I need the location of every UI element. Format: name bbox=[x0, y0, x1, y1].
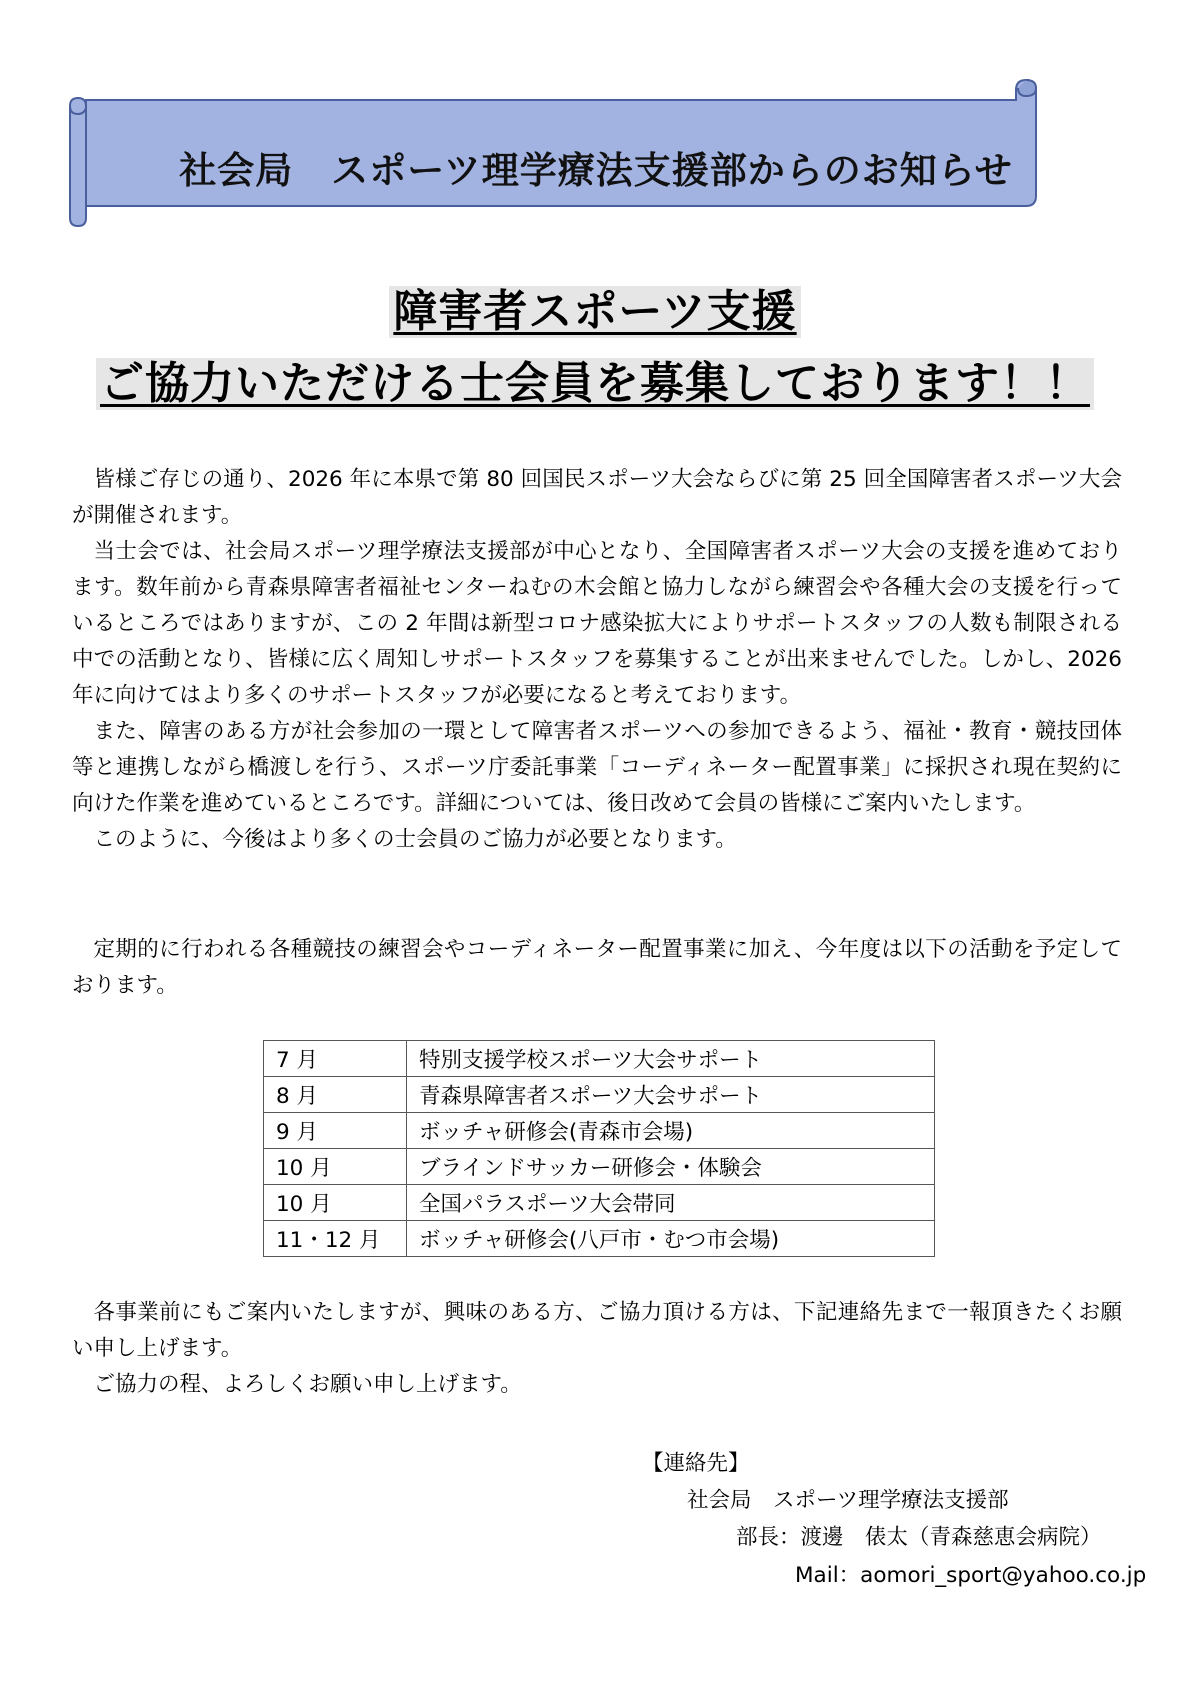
table-row bbox=[264, 1221, 935, 1257]
month-cell: 8 月 bbox=[264, 1077, 407, 1113]
headline-line-1 bbox=[0, 286, 1190, 338]
notice-banner bbox=[68, 78, 1124, 246]
month-cell: 9 月 bbox=[264, 1113, 407, 1149]
intro-paragraph: 皆様ご存じの通り、2026 年に本県で第 80 回国民スポーツ大会ならびに第 25 回全国障害者スポーツ大会が開催されます。 bbox=[72, 467, 1122, 528]
headline-text-1: 障害者スポーツ支援 bbox=[389, 286, 800, 338]
closing-paragraph: ご協力の程、よろしくお願い申し上げます。 bbox=[93, 1372, 522, 1397]
intro-paragraph: 当士会では、社会局スポーツ理学療法支援部が中心となり、全国障害者スポーツ大会の支援を進めております。数年前から青森県障害者福祉センターねむの木会館と協力しながら練習会や各種大会の支援を行っているところではありますが、この 2 年間は新型コロナ感染拡大によりサポートスタッフの人数も制限される中での活動となり、皆様に広く周知しサポートスタッフを募集することが出来ませんでした。しかし、2026 年に向けてはより多くのサポートスタッフが必要になると考えております。 bbox=[72, 539, 1122, 708]
table-row bbox=[264, 1149, 935, 1185]
contact-heading: 【連絡先】 bbox=[642, 1451, 750, 1476]
month-cell: 7 月 bbox=[264, 1041, 407, 1077]
intro-paragraph: また、障害のある方が社会参加の一環として障害者スポーツへの参加できるよう、福祉・教育・競技団体等と連携しながら橋渡しを行う、スポーツ庁委託事業「コーディネーター配置事業」に採択され現在契約に向けた作業を進めているところです。詳細については、後日改めて会員の皆様にご案内いたします。 bbox=[72, 719, 1122, 816]
activity-cell: 全国パラスポーツ大会帯同 bbox=[407, 1185, 935, 1221]
table-row bbox=[264, 1185, 935, 1221]
intro-section bbox=[72, 462, 1122, 858]
schedule-intro bbox=[72, 932, 1122, 1004]
table-row bbox=[264, 1041, 935, 1077]
month-cell: 10 月 bbox=[264, 1149, 407, 1185]
activity-cell: ボッチャ研修会(青森市会場) bbox=[407, 1113, 935, 1149]
headline-text-2: ご協力いただける士会員を募集しております！！ bbox=[96, 358, 1094, 410]
table-row bbox=[264, 1113, 935, 1149]
closing-paragraph: 各事業前にもご案内いたしますが、興味のある方、ご協力頂ける方は、下記連絡先まで一報頂きたくお願い申し上げます。 bbox=[72, 1300, 1122, 1361]
contact-department: 社会局 スポーツ理学療法支援部 bbox=[687, 1488, 1009, 1513]
contact-email[interactable]: Mail：aomori_sport@yahoo.co.jp bbox=[795, 1563, 1147, 1588]
month-cell: 10 月 bbox=[264, 1185, 407, 1221]
closing-section bbox=[72, 1295, 1122, 1403]
headline-line-2 bbox=[0, 358, 1190, 410]
contact-person: 部長：渡邊 俵太（青森慈恵会病院） bbox=[736, 1525, 1102, 1550]
activity-cell: 特別支援学校スポーツ大会サポート bbox=[407, 1041, 935, 1077]
activity-cell: ボッチャ研修会(八戸市・むつ市会場) bbox=[407, 1221, 935, 1257]
schedule-table bbox=[263, 1040, 935, 1257]
schedule-intro-paragraph: 定期的に行われる各種競技の練習会やコーディネーター配置事業に加え、今年度は以下の活動を予定しております。 bbox=[72, 937, 1122, 998]
month-cell: 11・12 月 bbox=[264, 1221, 407, 1257]
activity-cell: 青森県障害者スポーツ大会サポート bbox=[407, 1077, 935, 1113]
table-row bbox=[264, 1077, 935, 1113]
banner-title: 社会局 スポーツ理学療法支援部からのお知らせ bbox=[179, 149, 1013, 192]
activity-cell: ブラインドサッカー研修会・体験会 bbox=[407, 1149, 935, 1185]
intro-paragraph: このように、今後はより多くの士会員のご協力が必要となります。 bbox=[93, 827, 737, 852]
